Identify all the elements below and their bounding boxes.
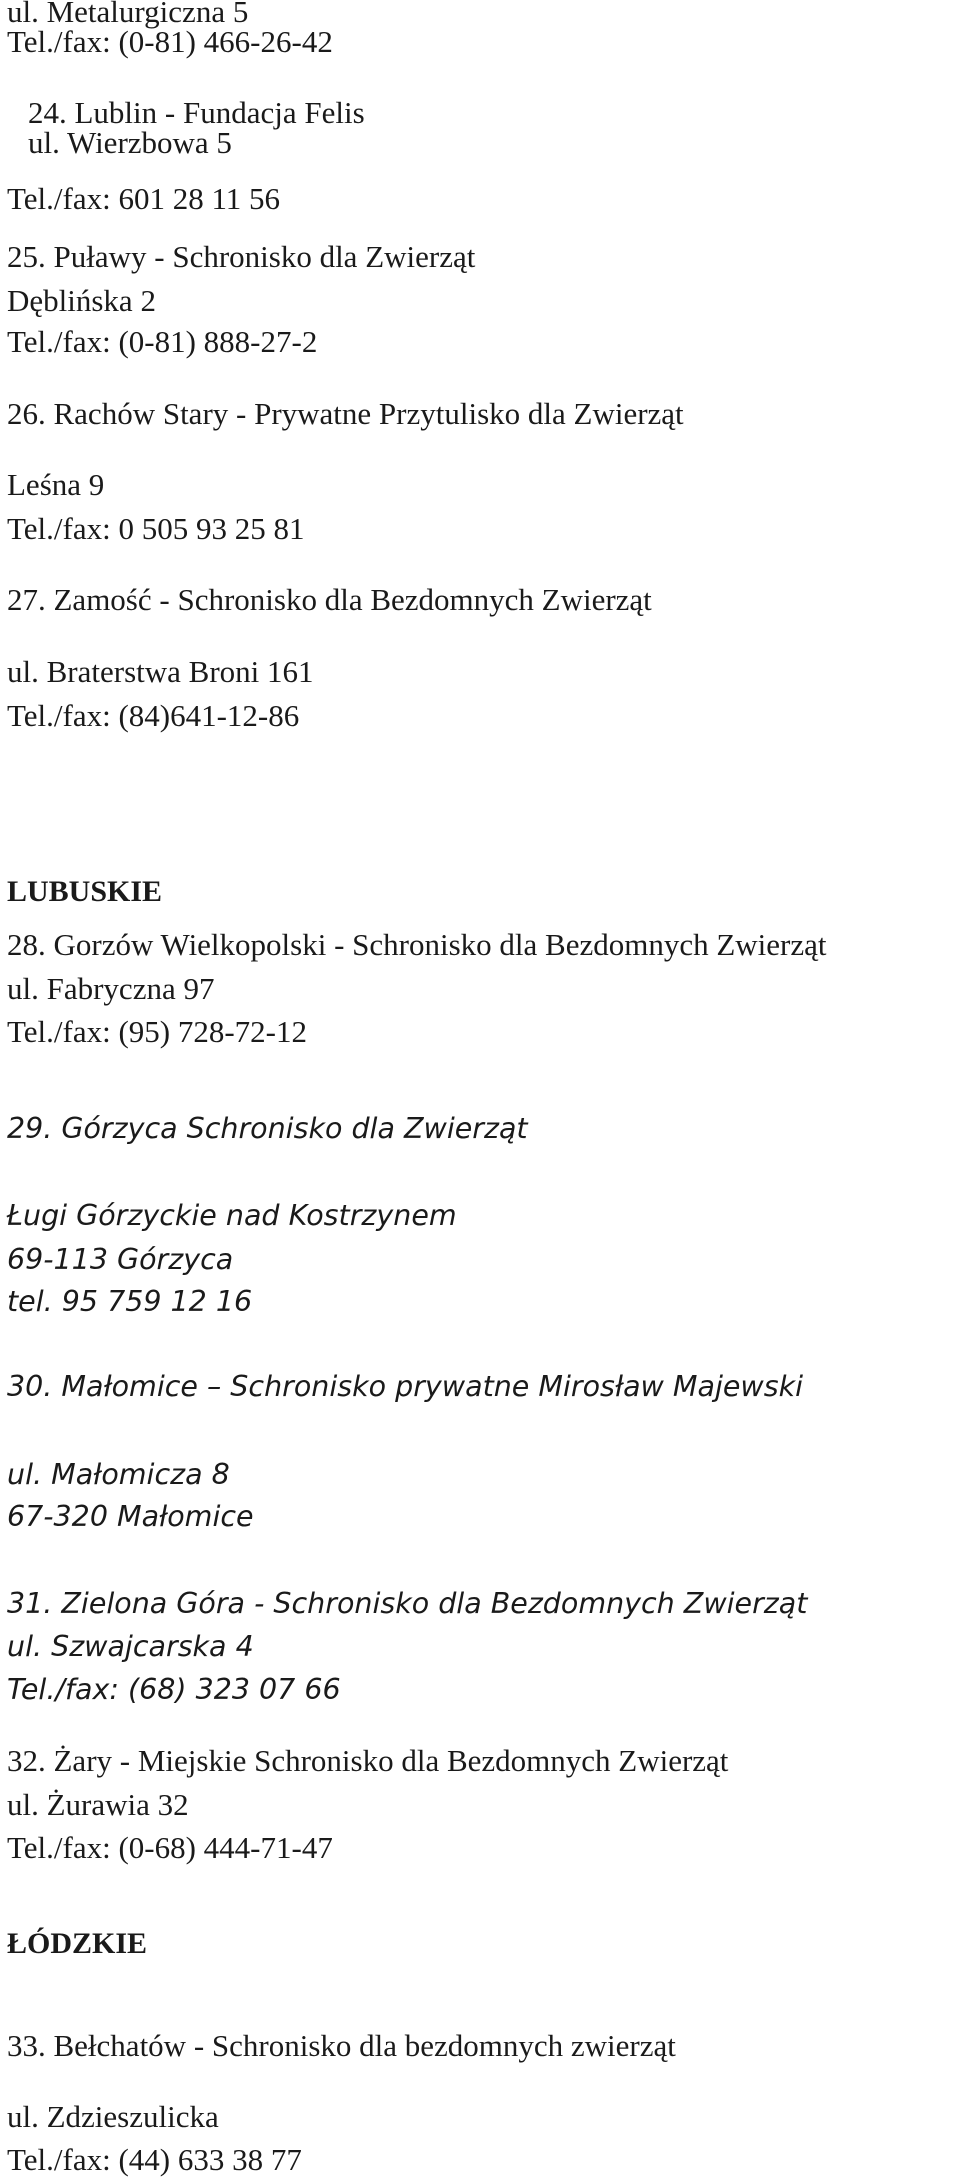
entry-title: 30. Małomice – Schronisko prywatne Mirosław Majewski — [7, 1370, 804, 1403]
entry-title: 29. Górzyca Schronisko dla Zwierząt — [7, 1112, 528, 1145]
entry-title: 26. Rachów Stary - Prywatne Przytulisko dla Zwierząt — [7, 396, 684, 431]
phone-line: Tel./fax: (68) 323 07 66 — [7, 1673, 341, 1706]
address-line: ul. Żurawia 32 — [7, 1787, 189, 1822]
entry-title: 27. Zamość - Schronisko dla Bezdomnych Zwierząt — [7, 582, 652, 617]
entry-title: 32. Żary - Miejskie Schronisko dla Bezdomnych Zwierząt — [7, 1743, 729, 1778]
address-line: ul. Braterstwa Broni 161 — [7, 654, 314, 689]
address-line: ul. Metalurgiczna 5 — [7, 0, 249, 29]
address-line: ul. Zdzieszulicka — [7, 2099, 219, 2134]
section-heading: ŁÓDZKIE — [7, 1927, 148, 1960]
section-heading: LUBUSKIE — [7, 875, 163, 908]
postal-line: 69-113 Górzyca — [7, 1243, 234, 1276]
entry-title: 33. Bełchatów - Schronisko dla bezdomnych zwierząt — [7, 2028, 676, 2063]
address-line: Ługi Górzyckie nad Kostrzynem — [7, 1199, 457, 1232]
phone-line: Tel./fax: (0-68) 444-71-47 — [7, 1830, 333, 1865]
entry-title: 28. Gorzów Wielkopolski - Schronisko dla Bezdomnych Zwierząt — [7, 927, 827, 962]
phone-line: Tel./fax: 0 505 93 25 81 — [7, 511, 305, 546]
address-line: ul. Fabryczna 97 — [7, 971, 215, 1006]
address-line: Leśna 9 — [7, 467, 105, 502]
address-line: ul. Małomicza 8 — [7, 1458, 230, 1491]
entry-title: 25. Puławy - Schronisko dla Zwierząt — [7, 239, 476, 274]
phone-line: tel. 95 759 12 16 — [7, 1285, 253, 1318]
phone-line: Tel./fax: (95) 728-72-12 — [7, 1014, 307, 1049]
postal-line: 67-320 Małomice — [7, 1500, 254, 1533]
phone-line: Tel./fax: (0-81) 888-27-2 — [7, 324, 318, 359]
phone-line: Tel./fax: (84)641-12-86 — [7, 698, 300, 733]
phone-line: Tel./fax: (44) 633 38 77 — [7, 2142, 302, 2177]
phone-line: Tel./fax: 601 28 11 56 — [7, 181, 281, 216]
entry-title: 24. Lublin - Fundacja Felis — [28, 95, 365, 130]
entry-title: 31. Zielona Góra - Schronisko dla Bezdomnych Zwierząt — [7, 1587, 808, 1620]
address-line: ul. Szwajcarska 4 — [7, 1630, 254, 1663]
phone-line: Tel./fax: (0-81) 466-26-42 — [7, 24, 333, 59]
address-line: ul. Wierzbowa 5 — [28, 125, 232, 160]
address-line: Dęblińska 2 — [7, 283, 156, 318]
